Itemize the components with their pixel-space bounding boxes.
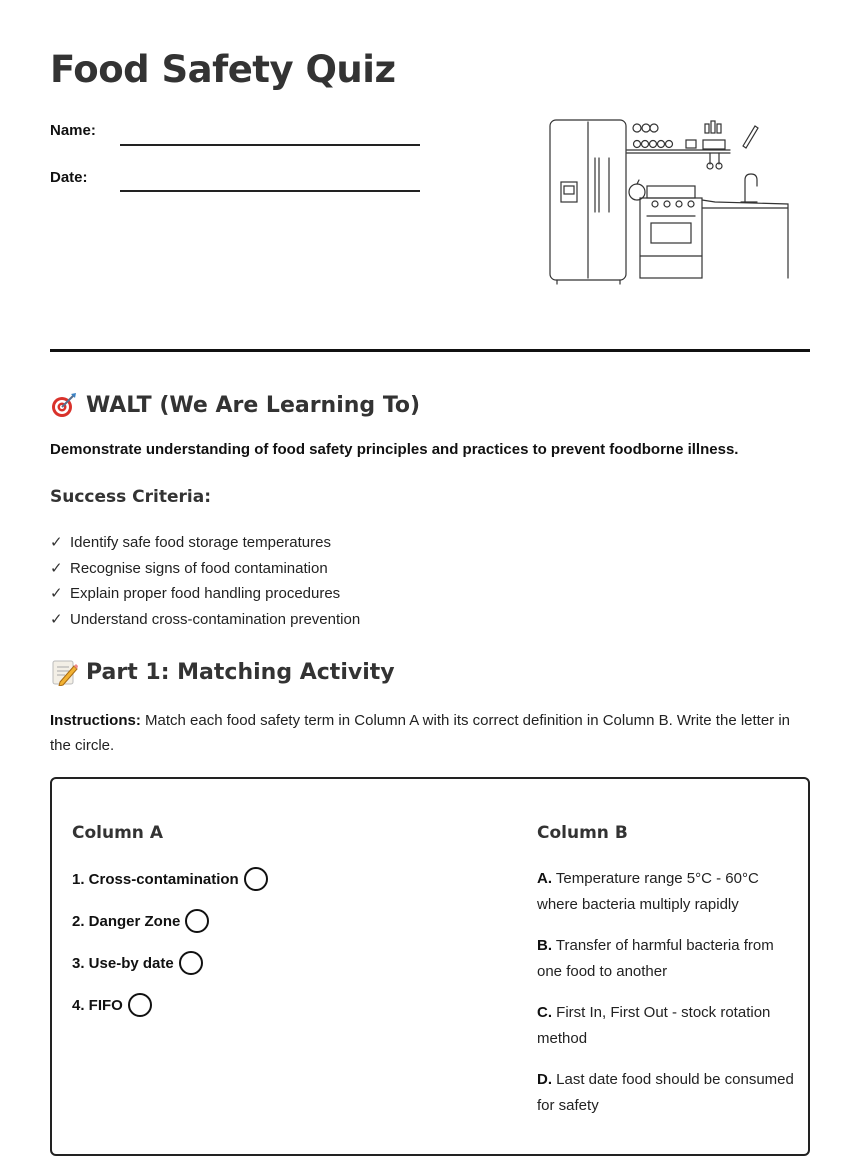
definition-item: D. Last date food should be consumed for safety bbox=[537, 1071, 794, 1114]
criteria-item: ✓ Understand cross-contamination prevention bbox=[50, 609, 360, 635]
walt-heading-text: WALT (We Are Learning To) bbox=[86, 392, 421, 418]
term-label: 2. Danger Zone bbox=[72, 912, 181, 930]
success-criteria-list bbox=[50, 532, 360, 634]
page-title: Food Safety Quiz bbox=[50, 48, 396, 91]
criteria-item: ✓ Recognise signs of food contamination bbox=[50, 558, 360, 584]
name-label: Name: bbox=[50, 122, 96, 139]
date-field-line[interactable] bbox=[120, 190, 420, 192]
term-row bbox=[72, 908, 209, 934]
part1-heading-text: Part 1: Matching Activity bbox=[86, 659, 395, 685]
part1-heading bbox=[50, 658, 395, 686]
target-dart-icon bbox=[50, 391, 78, 419]
check-icon: ✓ bbox=[50, 534, 63, 551]
criteria-item: ✓ Identify safe food storage temperatures bbox=[50, 532, 360, 558]
check-icon: ✓ bbox=[50, 610, 63, 628]
date-label: Date: bbox=[50, 169, 88, 186]
definition-item: B. Transfer of harmful bacteria from one food to another bbox=[537, 937, 774, 980]
success-criteria-heading: Success Criteria: bbox=[50, 487, 212, 507]
column-a-heading: Column A bbox=[72, 823, 163, 843]
term-label: 1. Cross-contamination bbox=[72, 870, 239, 888]
check-icon: ✓ bbox=[50, 559, 63, 577]
term-label: 3. Use-by date bbox=[72, 954, 174, 972]
criteria-item: ✓ Explain proper food handling procedures bbox=[50, 583, 360, 609]
answer-circle[interactable] bbox=[244, 867, 268, 891]
definition-item: C. First In, First Out - stock rotation method bbox=[537, 1004, 771, 1047]
answer-circle[interactable] bbox=[185, 909, 209, 933]
section-divider bbox=[50, 349, 810, 352]
term-row bbox=[72, 992, 152, 1018]
answer-circle[interactable] bbox=[179, 951, 203, 975]
answer-circle[interactable] bbox=[128, 993, 152, 1017]
term-label: 4. FIFO bbox=[72, 996, 123, 1014]
instructions: Instructions: Match each food safety term in Column A with its correct definition in Column B. Write the letter in the circle. bbox=[50, 712, 791, 754]
name-field-line[interactable] bbox=[120, 144, 420, 146]
column-b-heading: Column B bbox=[537, 823, 628, 843]
term-row bbox=[72, 866, 268, 892]
check-icon: ✓ bbox=[50, 585, 63, 602]
walt-heading bbox=[50, 391, 420, 419]
walt-statement: Demonstrate understanding of food safety principles and practices to prevent foodborne illness. bbox=[50, 441, 739, 458]
memo-pencil-icon bbox=[50, 658, 78, 686]
term-row bbox=[72, 950, 203, 976]
definition-item: A. Temperature range 5°C - 60°C where bacteria multiply rapidly bbox=[537, 870, 759, 913]
kitchen-illustration bbox=[545, 116, 793, 286]
